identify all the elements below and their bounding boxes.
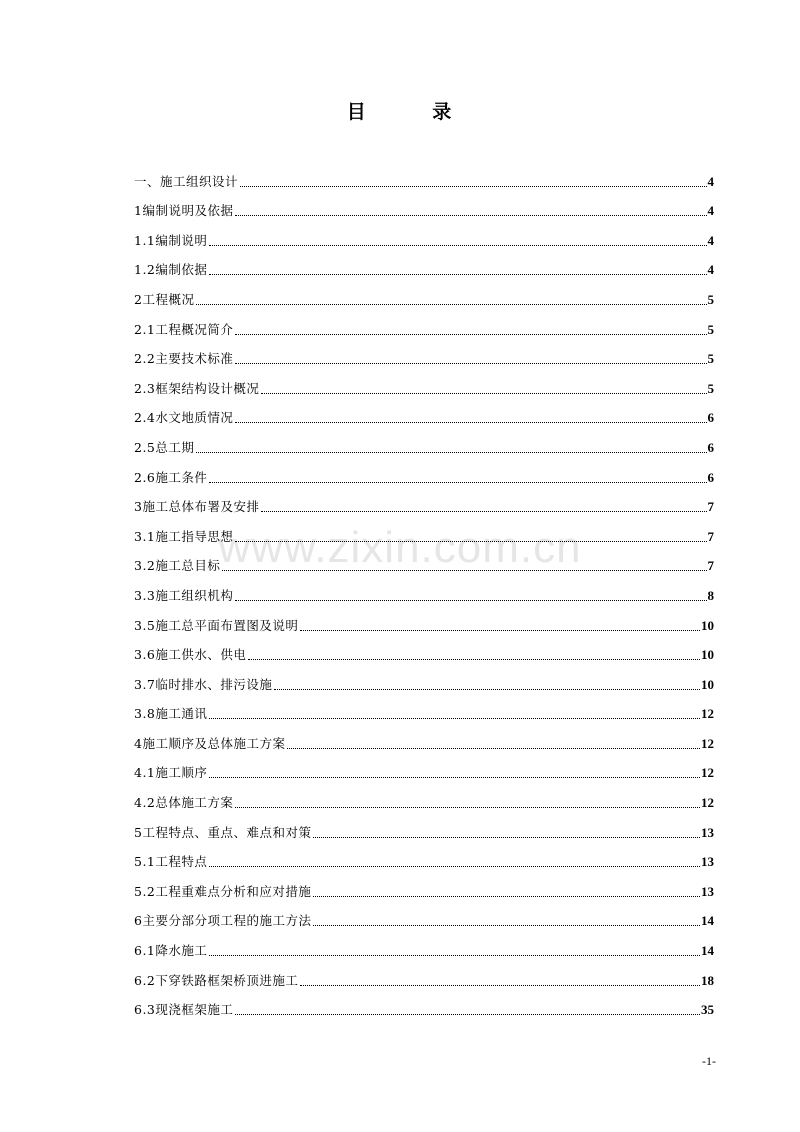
toc-entry-page: 5	[707, 291, 714, 307]
toc-entry-page: 13	[701, 824, 714, 840]
toc-entry-label: 6.1降水施工	[134, 943, 208, 959]
toc-entry-page: 6	[707, 410, 714, 426]
toc-entry[interactable]	[134, 724, 714, 754]
toc-entry[interactable]	[134, 517, 714, 547]
toc-entry-page: 14	[701, 913, 714, 929]
toc-entry[interactable]	[134, 369, 714, 399]
toc-dot-leader	[235, 363, 706, 364]
toc-entry-label: 3.6施工供水、供电	[134, 647, 247, 663]
toc-entry-page: 12	[701, 795, 714, 811]
toc-entry-page: 5	[707, 380, 714, 396]
toc-entry-page: 35	[701, 1002, 714, 1018]
toc-dot-leader	[235, 541, 706, 542]
toc-entry[interactable]	[134, 340, 714, 370]
toc-entry-page: 6	[707, 439, 714, 455]
toc-entry-label: 3.5施工总平面布置图及说明	[134, 617, 299, 633]
toc-entry-label: 2.6施工条件	[134, 469, 208, 485]
toc-dot-leader	[235, 600, 706, 601]
toc-entry-label: 5工程特点、重点、难点和对策	[134, 824, 312, 840]
toc-entry[interactable]	[134, 221, 714, 251]
toc-dot-leader	[300, 985, 700, 986]
toc-entry-label: 2.1工程概况简介	[134, 321, 234, 337]
toc-dot-leader	[313, 896, 700, 897]
toc-entry-page: 4	[707, 232, 714, 248]
toc-entry[interactable]	[134, 192, 714, 222]
toc-entry[interactable]	[134, 280, 714, 310]
toc-dot-leader	[235, 334, 706, 335]
toc-entry[interactable]	[134, 488, 714, 518]
toc-entry-page: 8	[707, 587, 714, 603]
toc-entry-label: 1编制说明及依据	[134, 203, 234, 219]
toc-entry-label: 1.2编制依据	[134, 262, 208, 278]
toc-entry-label: 3.1施工指导思想	[134, 528, 234, 544]
toc-entry[interactable]	[134, 428, 714, 458]
toc-entry[interactable]	[134, 458, 714, 488]
toc-entry-page: 10	[701, 676, 714, 692]
toc-entry-label: 4施工顺序及总体施工方案	[134, 735, 286, 751]
toc-entry[interactable]	[134, 961, 714, 991]
toc-entry-page: 10	[701, 647, 714, 663]
toc-entry[interactable]	[134, 991, 714, 1021]
toc-dot-leader	[235, 1014, 700, 1015]
toc-entry-page: 6	[707, 469, 714, 485]
toc-dot-leader	[209, 274, 706, 275]
toc-entry-page: 12	[701, 706, 714, 722]
toc-entry-label: 2.2主要技术标准	[134, 351, 234, 367]
toc-entry[interactable]	[134, 576, 714, 606]
toc-entry[interactable]	[134, 843, 714, 873]
toc-dot-leader	[313, 925, 700, 926]
toc-entry-page: 13	[701, 854, 714, 870]
toc-entry-label: 6.2下穿铁路框架桥顶进施工	[134, 972, 299, 988]
toc-entry-page: 5	[707, 321, 714, 337]
toc-entry-label: 2.3框架结构设计概况	[134, 380, 260, 396]
toc-entry[interactable]	[134, 813, 714, 843]
toc-entry-page: 7	[707, 558, 714, 574]
toc-entry-page: 4	[707, 203, 714, 219]
toc-dot-leader	[240, 186, 706, 187]
toc-entry-page: 7	[707, 528, 714, 544]
toc-dot-leader	[209, 245, 706, 246]
toc-dot-leader	[261, 393, 706, 394]
toc-entry-page: 7	[707, 499, 714, 515]
toc-dot-leader	[261, 511, 706, 512]
toc-dot-leader	[209, 866, 700, 867]
toc-entry-page: 4	[707, 173, 714, 189]
toc-entry-label: 3.2施工总目标	[134, 558, 221, 574]
toc-entry[interactable]	[134, 665, 714, 695]
toc-entry-label: 6主要分部分项工程的施工方法	[134, 913, 312, 929]
toc-entry[interactable]	[134, 783, 714, 813]
toc-entry-label: 4.1施工顺序	[134, 765, 208, 781]
toc-dot-leader	[209, 482, 706, 483]
toc-entry-page: 12	[701, 735, 714, 751]
toc-entry-label: 5.1工程特点	[134, 854, 208, 870]
toc-entry-page: 12	[701, 765, 714, 781]
toc-entry[interactable]	[134, 606, 714, 636]
toc-entry-label: 3.7临时排水、排污设施	[134, 676, 273, 692]
toc-entry-page: 14	[701, 943, 714, 959]
toc-entry[interactable]	[134, 399, 714, 429]
toc-entry-label: 2.4水文地质情况	[134, 410, 234, 426]
toc-entry[interactable]	[134, 547, 714, 577]
toc-entry-label: 一、施工组织设计	[134, 173, 239, 189]
toc-entry[interactable]	[134, 310, 714, 340]
toc-entry[interactable]	[134, 251, 714, 281]
toc-dot-leader	[209, 718, 700, 719]
toc-dot-leader	[209, 955, 700, 956]
toc-dot-leader	[248, 659, 700, 660]
toc-entry-page: 4	[707, 262, 714, 278]
toc-entry-page: 5	[707, 351, 714, 367]
toc-entry-label: 2.5总工期	[134, 439, 195, 455]
toc-dot-leader	[209, 777, 700, 778]
toc-entry[interactable]	[134, 872, 714, 902]
toc-entry[interactable]	[134, 754, 714, 784]
toc-entry-page: 18	[701, 972, 714, 988]
toc-dot-leader	[235, 807, 700, 808]
toc-dot-leader	[235, 215, 706, 216]
toc-entry[interactable]	[134, 636, 714, 666]
toc-entry[interactable]	[134, 695, 714, 725]
toc-entry-label: 3施工总体布署及安排	[134, 499, 260, 515]
toc-entry-page: 10	[701, 617, 714, 633]
toc-dot-leader	[196, 452, 706, 453]
toc-entry-label: 3.3施工组织机构	[134, 587, 234, 603]
toc-list	[134, 162, 714, 1020]
toc-entry[interactable]	[134, 902, 714, 932]
toc-dot-leader	[222, 570, 706, 571]
toc-dot-leader	[313, 837, 700, 838]
toc-entry-label: 5.2工程重难点分析和应对措施	[134, 883, 312, 899]
toc-entry[interactable]	[134, 162, 714, 192]
toc-entry-label: 2工程概况	[134, 291, 195, 307]
toc-entry[interactable]	[134, 931, 714, 961]
toc-entry-label: 4.2总体施工方案	[134, 795, 234, 811]
toc-dot-leader	[274, 689, 700, 690]
watermark-text: www.zixin.com.cn	[218, 523, 582, 572]
toc-entry-page: 13	[701, 883, 714, 899]
toc-dot-leader	[287, 748, 700, 749]
toc-entry-label: 6.3现浇框架施工	[134, 1002, 234, 1018]
toc-dot-leader	[300, 630, 700, 631]
toc-dot-leader	[196, 304, 706, 305]
toc-entry-label: 1.1编制说明	[134, 232, 208, 248]
toc-title: 目 录	[346, 101, 482, 123]
toc-dot-leader	[235, 422, 706, 423]
toc-entry-label: 3.8施工通讯	[134, 706, 208, 722]
page-number: -1-	[702, 1054, 716, 1068]
